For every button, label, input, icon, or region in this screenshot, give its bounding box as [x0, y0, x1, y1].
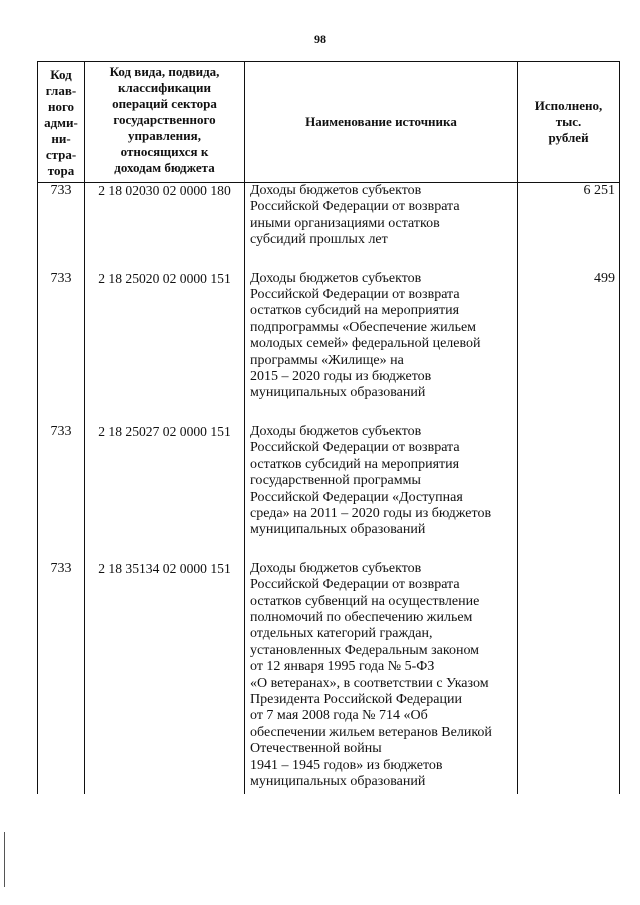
executed-amount-cell: 499 [518, 271, 620, 424]
table-row [38, 561, 620, 795]
table-row [38, 424, 620, 561]
executed-amount-cell [518, 561, 620, 795]
table-row [38, 183, 620, 271]
source-name-cell: Доходы бюджетов субъектов Российской Федерации от возврата остатков субсидий на мероприятия государственной программы Российской Федерации «Доступная среда» на 2011 – 2020 годы из бюджетов муниципальных образований [245, 424, 518, 561]
table-row [38, 271, 620, 424]
page-number: 98 [314, 32, 326, 46]
header-executed: Исполнено, тыс. рублей [518, 62, 620, 183]
admin-code-cell: 733 [38, 271, 85, 424]
source-name-cell: Доходы бюджетов субъектов Российской Федерации от возврата иными организациями остатков субсидий прошлых лет [245, 183, 518, 271]
budget-sources-table [37, 61, 620, 794]
classification-code-cell: 2 18 25027 02 0000 151 [85, 424, 245, 561]
source-name-cell: Доходы бюджетов субъектов Российской Федерации от возврата остатков субвенций на осуществление полномочий по обеспечению жильем отдельных категорий граждан, установленных Федеральным законом от 12 января 1995 года № 5-ФЗ «О ветеранах», в соответствии с Указом Президента Российской Федерации от 7 мая 2008 года № 714 «Об обеспечении жильем ветеранов Великой Отечественной войны 1941 – 1945 годов» из бюджетов муниципальных образований [245, 561, 518, 795]
classification-code-cell: 2 18 02030 02 0000 180 [85, 183, 245, 271]
admin-code-cell: 733 [38, 183, 85, 271]
classification-code-cell: 2 18 35134 02 0000 151 [85, 561, 245, 795]
executed-amount-cell [518, 424, 620, 561]
header-source-name: Наименование источника [245, 62, 518, 183]
scan-margin-line [4, 832, 5, 887]
header-classification-code: Код вида, подвида, классификации операций сектора государственного управления, относящихся к доходам бюджета [85, 62, 245, 183]
admin-code-cell: 733 [38, 424, 85, 561]
header-admin-code: Код глав- ного адми- ни- стра- тора [38, 62, 85, 183]
admin-code-cell: 733 [38, 561, 85, 795]
source-name-cell: Доходы бюджетов субъектов Российской Федерации от возврата остатков субсидий на мероприятия подпрограммы «Обеспечение жильем молодых семей» федеральной целевой программы «Жилище» на 2015 – 2020 годы из бюджетов муниципальных образований [245, 271, 518, 424]
classification-code-cell: 2 18 25020 02 0000 151 [85, 271, 245, 424]
executed-amount-cell: 6 251 [518, 183, 620, 271]
